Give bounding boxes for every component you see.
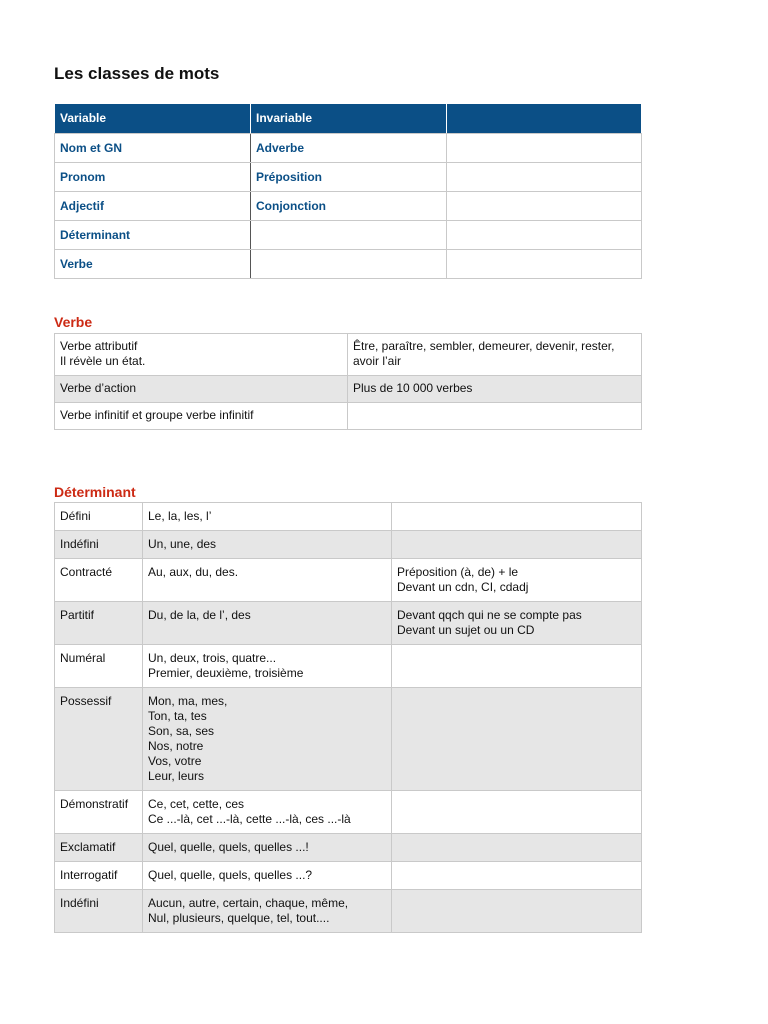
word-class-cell: Nom et GN [55,134,251,163]
determinant-examples-cell [143,890,392,933]
table-row [55,645,642,688]
word-class-cell [251,250,447,279]
determinant-notes-cell [392,602,642,645]
cell-text-line: Verbe attributif [60,339,138,353]
determinant-notes-cell [392,559,642,602]
table-row [55,688,642,791]
cell-text-line: Quel, quelle, quels, quelles ...? [148,868,313,882]
determinant-examples-cell [143,602,392,645]
cell-text-line: Premier, deuxième, troisième [148,666,304,680]
header-invariable: Invariable [251,104,447,134]
determinant-type-cell: Numéral [55,645,143,688]
word-class-cell: Préposition [251,163,447,192]
cell-text-line: Devant un sujet ou un CD [397,623,535,637]
table-row [55,403,642,430]
determinant-examples-cell [143,503,392,531]
determinant-notes-cell [392,834,642,862]
cell-text-line: Quel, quelle, quels, quelles ...! [148,840,309,854]
word-class-cell [447,192,642,221]
determinant-type-cell: Exclamatif [55,834,143,862]
verbe-examples-cell [348,376,642,403]
verbe-type-cell [55,334,348,376]
determinant-notes-cell [392,862,642,890]
cell-text-line: avoir l’air [353,354,402,368]
section-title-determinant: Déterminant [54,484,136,500]
cell-text-line: Être, paraître, sembler, demeurer, devenir, rester, [353,339,615,353]
cell-text-line: Leur, leurs [148,769,205,783]
cell-text-line: Plus de 10 000 verbes [353,381,473,395]
table-row [55,559,642,602]
header-variable: Variable [55,104,251,134]
cell-text-line: Un, une, des [148,537,217,551]
determinant-type-cell: Interrogatif [55,862,143,890]
cell-text-line: Aucun, autre, certain, chaque, même, [148,896,349,910]
word-class-cell [447,163,642,192]
table-row [55,334,642,376]
cell-text-line: Vos, votre [148,754,202,768]
word-class-cell [447,221,642,250]
table-row [55,192,642,221]
verbe-examples-cell [348,403,642,430]
cell-text-line: Ton, ta, tes [148,709,207,723]
determinant-type-cell: Défini [55,503,143,531]
determinant-examples-cell [143,531,392,559]
cell-text-line: Le, la, les, l’ [148,509,212,523]
table-row [55,134,642,163]
verbe-table [54,333,642,430]
verbe-type-cell [55,403,348,430]
determinant-type-cell: Indéfini [55,890,143,933]
cell-text-line: Nul, plusieurs, quelque, tel, tout.... [148,911,330,925]
determinant-type-cell: Possessif [55,688,143,791]
cell-text-line: Son, sa, ses [148,724,215,738]
table-header-row [55,104,642,134]
cell-text-line: Il révèle un état. [60,354,146,368]
determinant-type-cell: Contracté [55,559,143,602]
section-title-verbe: Verbe [54,314,93,330]
cell-text-line: Verbe infinitif et groupe verbe infinitif [60,408,254,422]
word-class-cell [447,250,642,279]
table-row [55,791,642,834]
table-row [55,503,642,531]
word-classes-table [54,103,642,279]
table-row [55,221,642,250]
determinant-examples-cell [143,645,392,688]
word-class-cell: Adverbe [251,134,447,163]
determinant-notes-cell [392,688,642,791]
header-empty [447,104,642,134]
word-class-cell: Adjectif [55,192,251,221]
table-row [55,890,642,933]
verbe-examples-cell [348,334,642,376]
determinant-examples-cell [143,862,392,890]
cell-text-line: Ce ...-là, cet ...-là, cette ...-là, ces ...-là [148,812,351,826]
table-row [55,376,642,403]
cell-text-line: Nos, notre [148,739,204,753]
determinant-examples-cell [143,834,392,862]
word-class-cell: Verbe [55,250,251,279]
table-row [55,862,642,890]
determinant-notes-cell [392,645,642,688]
determinant-type-cell: Partitif [55,602,143,645]
cell-text-line: Verbe d’action [60,381,137,395]
page-title: Les classes de mots [54,64,220,83]
determinant-examples-cell [143,688,392,791]
table-row [55,250,642,279]
table-row [55,834,642,862]
word-class-cell [251,221,447,250]
determinant-examples-cell [143,791,392,834]
cell-text-line: Mon, ma, mes, [148,694,228,708]
word-class-cell [447,134,642,163]
cell-text-line: Devant qqch qui ne se compte pas [397,608,582,622]
table-row [55,602,642,645]
word-class-cell: Pronom [55,163,251,192]
verbe-type-cell [55,376,348,403]
cell-text-line: Au, aux, du, des. [148,565,239,579]
cell-text-line: Du, de la, de l’, des [148,608,251,622]
word-class-cell: Conjonction [251,192,447,221]
cell-text-line: Un, deux, trois, quatre... [148,651,277,665]
determinant-notes-cell [392,791,642,834]
table-row [55,531,642,559]
determinant-notes-cell [392,503,642,531]
word-class-cell: Déterminant [55,221,251,250]
cell-text-line: Ce, cet, cette, ces [148,797,245,811]
determinant-type-cell: Démonstratif [55,791,143,834]
determinant-notes-cell [392,890,642,933]
determinant-notes-cell [392,531,642,559]
determinant-examples-cell [143,559,392,602]
determinant-table [54,502,642,933]
cell-text-line: Devant un cdn, CI, cdadj [397,580,529,594]
cell-text-line: Préposition (à, de) + le [397,565,519,579]
determinant-type-cell: Indéfini [55,531,143,559]
table-row [55,163,642,192]
